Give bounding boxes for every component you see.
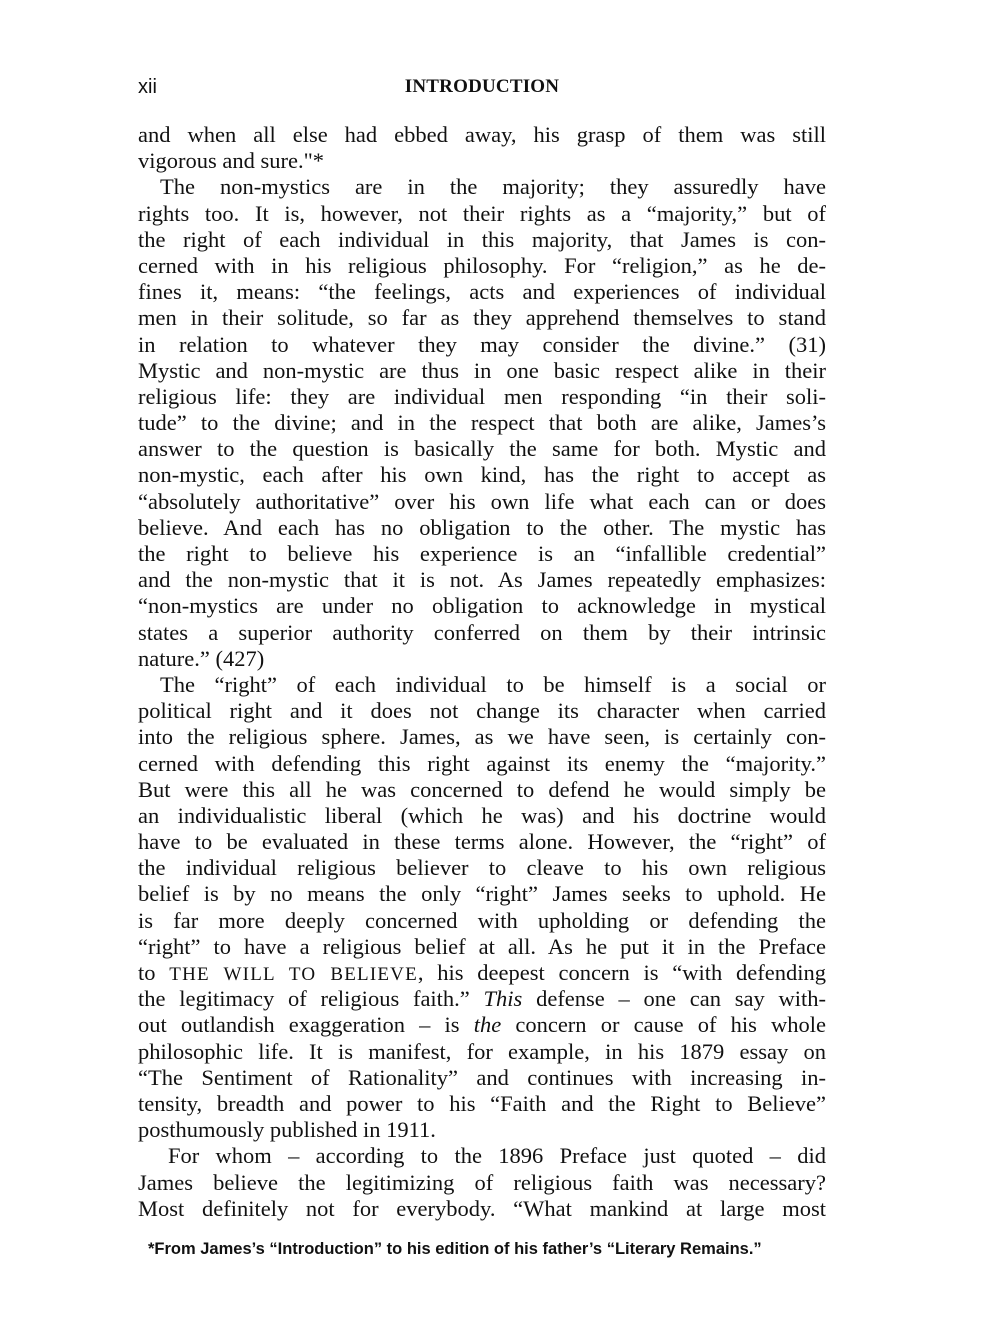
text-line: The non-mystics are in the majority; they assuredly have	[160, 174, 826, 200]
text-line: cerned with defending this right against its enemy the “majority.”	[138, 750, 826, 776]
text-segment: to	[138, 960, 170, 985]
text-line: For whom – according to the 1896 Preface just quoted – did	[168, 1143, 826, 1169]
text-line: vigorous and sure."*	[138, 148, 325, 174]
footnote: *From James’s “Introduction” to his edition of his father’s “Literary Remains.”	[148, 1240, 762, 1258]
page-number: xii	[138, 76, 157, 98]
text-line: have to be evaluated in these terms alone. However, the “right” of	[138, 829, 826, 855]
text-line: philosophic life. It is manifest, for example, in his 1879 essay on	[138, 1038, 826, 1064]
text-line: belief is by no means the only “right” James seeks to uphold. He	[138, 881, 826, 907]
text-line: the right of each individual in this majority, that James is con-	[138, 226, 826, 252]
text-line: the individual religious believer to cleave to his own religious	[138, 855, 826, 881]
emphasized-word: the	[473, 1012, 502, 1038]
text-line: “non-mystics are under no obligation to acknowledge in mystical	[138, 593, 826, 619]
book-title: THE WILL TO BELIEVE	[169, 964, 418, 985]
text-line: “right” to have a religious belief at all. As he put it in the Preface	[138, 933, 826, 959]
text-line: Mystic and non-mystic are thus in one basic respect alike in their	[138, 357, 826, 383]
text-line: James believe the legitimizing of religious faith was necessary?	[138, 1169, 826, 1195]
text-line: is far more deeply concerned with upholding or defending the	[138, 907, 826, 933]
text-line: Most definitely not for everybody. “What mankind at large most	[138, 1195, 826, 1221]
text-line: tude” to the divine; and in the respect that both are alike, James’s	[138, 410, 826, 436]
text-segment: concern or cause of his whole	[501, 1012, 826, 1038]
text-line: cerned with in his religious philosophy. For “religion,” as he de-	[138, 252, 826, 278]
text-line: answer to the question is basically the same for both. Mystic and	[138, 436, 826, 462]
text-line: tensity, breadth and power to his “Faith and the Right to Believe”	[138, 1090, 826, 1116]
text-line: an individualistic liberal (which he was) and his doctrine would	[138, 802, 826, 828]
text-line: non-mystic, each after his own kind, has the right to accept as	[138, 462, 826, 488]
text-segment: the legitimacy of religious faith.”	[138, 986, 484, 1012]
text-line: “absolutely authoritative” over his own life what each can or does	[138, 488, 826, 514]
page-header	[138, 72, 826, 102]
text-line: “The Sentiment of Rationality” and continues with increasing in-	[138, 1064, 826, 1090]
emphasized-word: This	[483, 986, 523, 1012]
text-line: political right and it does not change its character when carried	[138, 698, 826, 724]
text-segment: defense – one can say with-	[522, 986, 826, 1012]
text-line: fines it, means: “the feelings, acts and experiences of individual	[138, 279, 826, 305]
text-line: and when all else had ebbed away, his grasp of them was still	[138, 122, 826, 147]
text-segment: , his deepest concern is “with defending	[417, 960, 826, 985]
text-line: But were this all he was concerned to defend he would simply be	[138, 776, 826, 802]
text-line: nature.” (427)	[138, 645, 265, 671]
text-line: and the non-mystic that it is not. As James repeatedly emphasizes:	[138, 567, 826, 593]
text-line: into the religious sphere. James, as we have seen, is certainly con-	[138, 724, 826, 750]
text-segment: out outlandish exaggeration – is	[138, 1012, 474, 1038]
text-line-with-book-title	[138, 960, 826, 986]
text-line: religious life: they are individual men responding “in their soli-	[138, 383, 826, 409]
text-line: believe. And each has no obligation to the other. The mystic has	[138, 514, 826, 540]
running-title: INTRODUCTION	[404, 76, 560, 97]
text-line-with-emphasis	[138, 986, 826, 1012]
text-line: in relation to whatever they may consider the divine.” (31)	[138, 331, 826, 357]
text-line: states a superior authority conferred on them by their intrinsic	[138, 619, 826, 645]
text-line: the right to believe his experience is an “infallible credential”	[138, 541, 826, 566]
body-text	[138, 122, 826, 1222]
text-line: men in their solitude, so far as they apprehend themselves to stand	[138, 305, 826, 331]
text-line: rights too. It is, however, not their rights as a “majority,” but of	[138, 200, 826, 226]
text-line: The “right” of each individual to be himself is a social or	[160, 671, 826, 697]
text-line: posthumously published in 1911.	[138, 1117, 436, 1143]
text-line-with-emphasis	[138, 1012, 826, 1038]
